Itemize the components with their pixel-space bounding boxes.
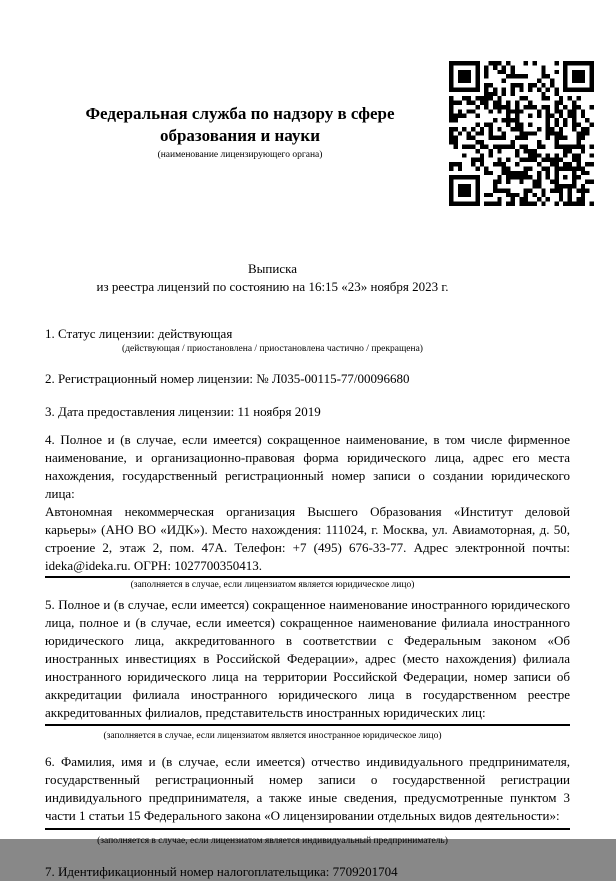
field-taxpayer-number: 7. Идентификационный номер налогоплательщика: 7709201704 [45, 864, 398, 879]
field-individual-entrepreneur-caption: (заполняется в случае, если лицензиатом является индивидуальный предприниматель) [97, 836, 448, 846]
field-grant-date: 3. Дата предоставления лицензии: 11 ноября 2019 [45, 404, 321, 419]
issuing-authority-name-line1: Федеральная служба по надзору в сфере [85, 104, 395, 123]
issuing-authority-caption: (наименование лицензирующего органа) [157, 150, 323, 160]
extract-heading [45, 260, 500, 296]
field-license-status: 1. Статус лицензии: действующая [45, 326, 233, 341]
issuing-authority-header [45, 103, 435, 161]
qr-code-icon [449, 61, 594, 206]
issuing-authority-name-line2: образования и науки [159, 126, 321, 145]
blank-fill-line [45, 724, 570, 726]
field-foreign-entity-question: 5. Полное и (в случае, если имеется) сокращенное наименование иностранного юридического лица, полное и (в случае, если имеется) сокращенное наименование филиала иностранного юридического лица, аккредитованного в соответствии с Федеральным законом «Об иностранных инвестициях в Российской Федерации», адрес (место нахождения) филиала иностранного юридического лица на территории Российской Федерации, номер записи об аккредитации филиала иностранного юридического лица в государственном реестре аккредитованных филиалов, представительств иностранных юридических лиц: [45, 597, 570, 720]
field-legal-entity-question: 4. Полное и (в случае, если имеется) сокращенное наименование, в том числе фирменное наименование, и организационно-правовая форма юридического лица, адрес его места нахождения, государственный регистрационный номер записи о создании юридического лица: [45, 432, 570, 501]
blank-fill-line [45, 828, 570, 830]
field-foreign-entity-caption: (заполняется в случае, если лицензиатом является иностранное юридическое лицо) [103, 731, 442, 741]
extract-subtitle: из реестра лицензий по состоянию на 16:15 «23» ноября 2023 г. [96, 279, 449, 294]
extract-title: Выписка [248, 261, 297, 276]
field-legal-entity-caption: (заполняется в случае, если лицензиатом является юридическое лицо) [130, 580, 415, 590]
field-registration-number: 2. Регистрационный номер лицензии: № Л035-00115-77/00096680 [45, 371, 410, 386]
field-individual-entrepreneur-question: 6. Фамилия, имя и (в случае, если имеется) отчество индивидуального предпринимателя, государственный регистрационный номер записи о государственной регистрации индивидуального предпринимателя, а также иные сведения, предусмотренные пунктом 3 части 1 статьи 15 Федерального закона «О лицензировании отдельных видов деятельности»: [45, 754, 570, 823]
document-body [45, 325, 570, 881]
field-legal-entity-answer: Автономная некоммерческая организация Высшего Образования «Институт деловой карьеры» (АНО ВО «ИДК»). Место нахождения: 111024, г. Москва, ул. Авиамоторная, д. 50, строение 2, этаж 2, пом. 47А. Телефон: +7 (495) 676-33-77. Адрес электронной почты: ideka@ideka.ru. ОГРН: 1027700350413. [45, 503, 570, 578]
field-license-status-caption: (действующая / приостановлена / приостановлена частично / прекращена) [122, 344, 423, 354]
